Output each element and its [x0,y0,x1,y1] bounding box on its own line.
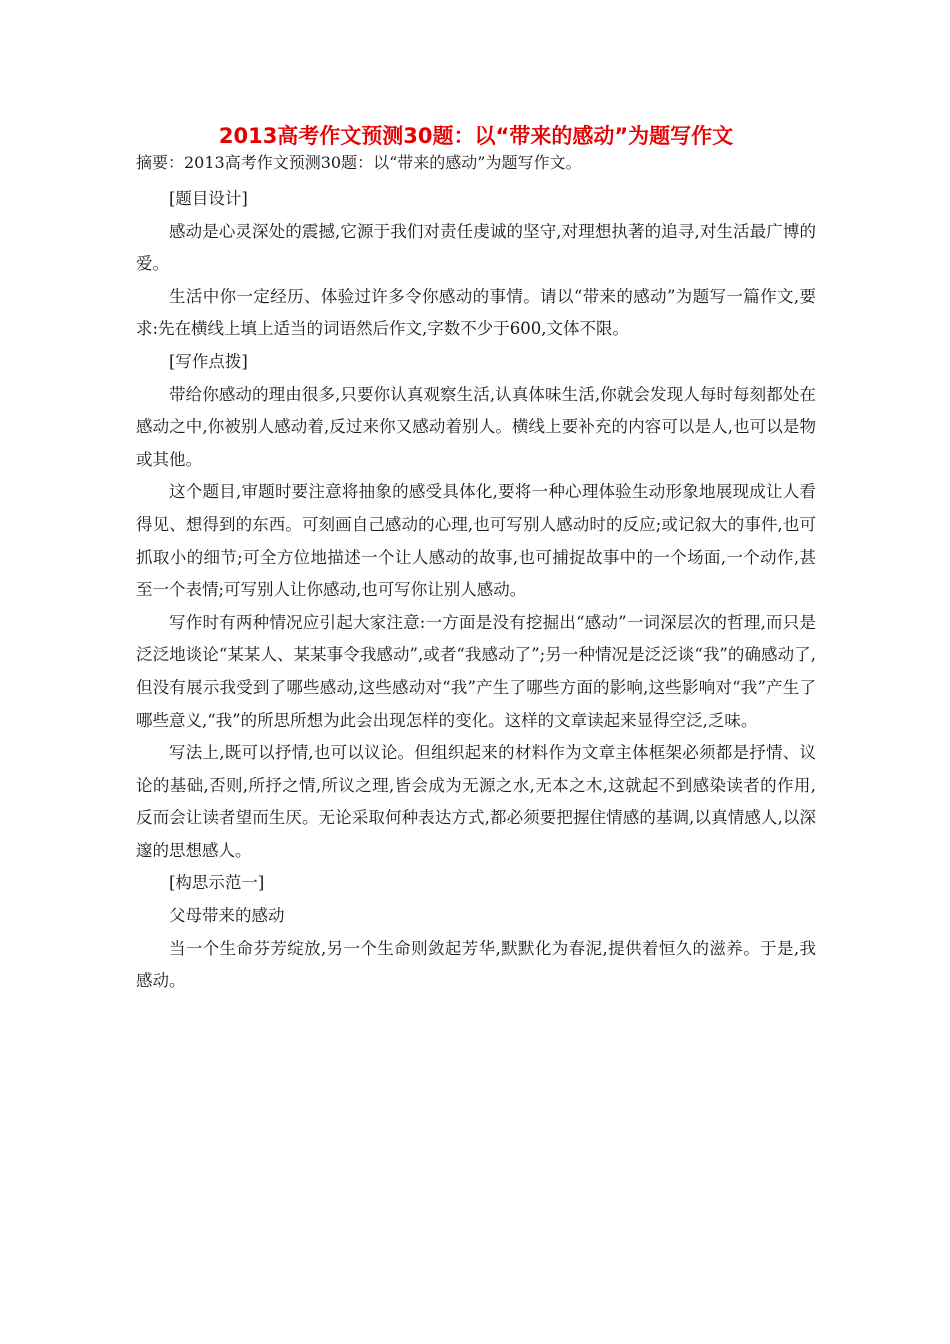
sample-essay-title: 父母带来的感动 [169,906,285,926]
section-heading-sample-one: [构思示范一] [169,873,265,893]
paragraph: 写法上,既可以抒情,也可以议论。但组织起来的材料作为文章主体框架必须都是抒情、议论的基础,否则,所抒之情,所议之理,皆会成为无源之水,无本之木,这就起不到感染读者的作用,反而会让读者望而生厌。无论采取何种表达方式,都必须要把握住情感的基调,以真情感人,以深邃的思想感人。 [136,743,816,860]
section-heading-writing-tips: [写作点拨] [169,351,248,371]
document-body [136,183,816,998]
paragraph: 感动是心灵深处的震撼,它源于我们对责任虔诚的坚守,对理想执著的追寻,对生活最广博的爱。 [136,221,816,274]
paragraph: 带给你感动的理由很多,只要你认真观察生活,认真体味生活,你就会发现人每时每刻都处在感动之中,你被别人感动着,反过来你又感动着别人。横线上要补充的内容可以是人,也可以是物或其他。 [136,384,816,469]
document-title: 2013高考作文预测30题：以“带来的感动”为题写作文 [218,124,734,148]
section-heading-topic-design: [题目设计] [169,189,248,208]
document-summary: 摘要：2013高考作文预测30题：以“带来的感动”为题写作文。 [136,153,582,172]
paragraph: 生活中你一定经历、体验过许多令你感动的事情。请以“带来的感动”为题写一篇作文,要求:先在横线上填上适当的词语然后作文,字数不少于600,文体不限。 [136,286,816,339]
paragraph: 写作时有两种情况应引起大家注意:一方面是没有挖掘出“感动”一词深层次的哲理,而只是泛泛地谈论“某某人、某某事令我感动”,或者“我感动了”;另一种情况是泛泛谈“我”的确感动了,但没有展示我受到了哪些感动,这些感动对“我”产生了哪些方面的影响,这些影响对“我”产生了哪些意义,“我”的所思所想为此会出现怎样的变化。这样的文章读起来显得空泛,乏味。 [136,612,816,730]
paragraph: 这个题目,审题时要注意将抽象的感受具体化,要将一种心理体验生动形象地展现成让人看得见、想得到的东西。可刻画自己感动的心理,也可写别人感动时的反应;或记叙大的事件,也可抓取小的细节;可全方位地描述一个让人感动的故事,也可捕捉故事中的一个场面,一个动作,甚至一个表情;可写别人让你感动,也可写你让别人感动。 [136,482,816,600]
paragraph: 当一个生命芬芳绽放,另一个生命则敛起芳华,默默化为春泥,提供着恒久的滋养。于是,我感动。 [136,938,816,991]
